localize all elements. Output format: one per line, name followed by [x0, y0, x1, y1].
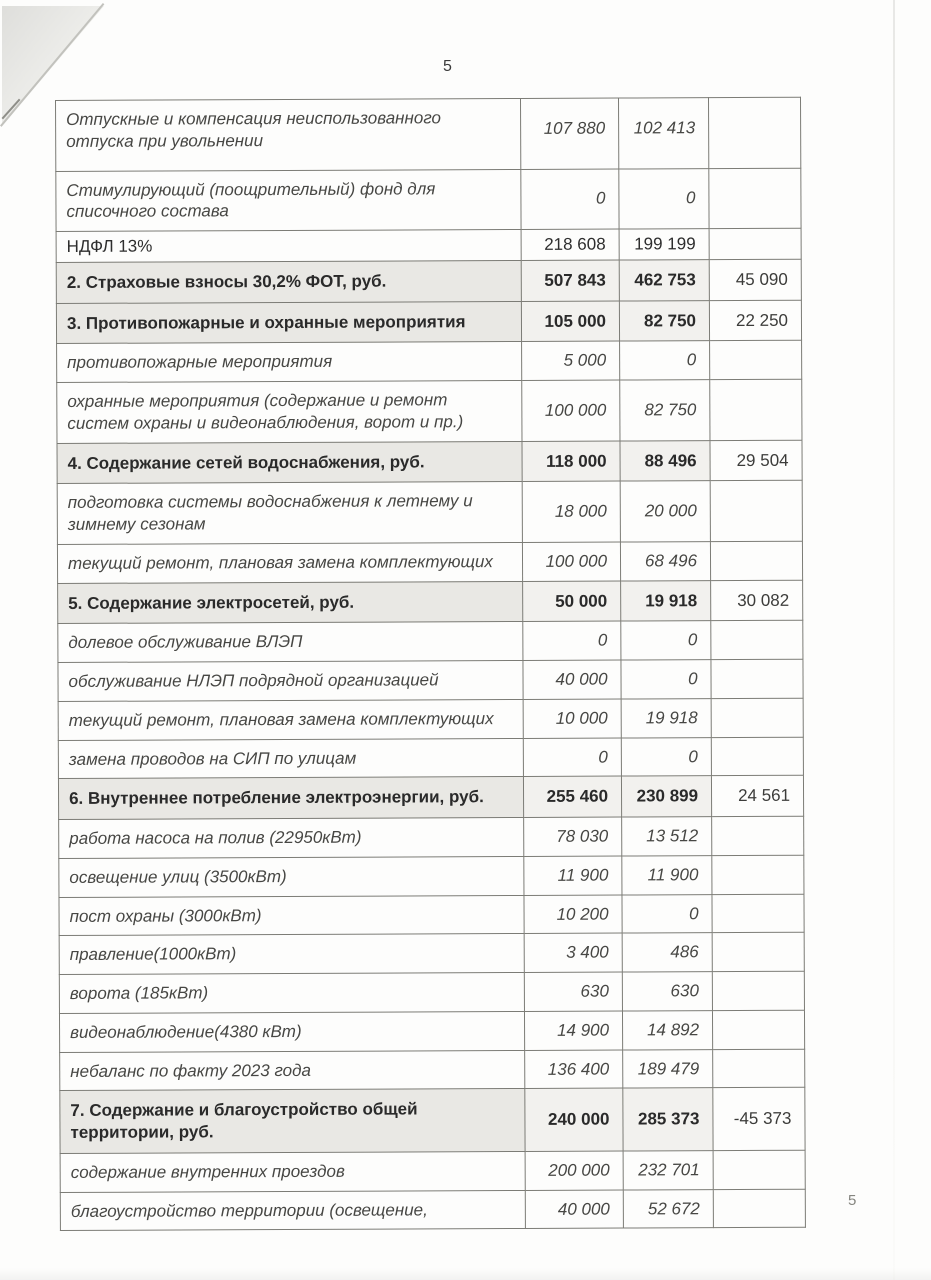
fact-value-cell: 230 899 [621, 776, 711, 817]
fact-value-cell: 486 [622, 933, 712, 972]
item-label-cell: текущий ремонт, плановая замена комплектующих [57, 542, 522, 583]
table-row [59, 971, 804, 1013]
paper-edge [893, 0, 895, 1280]
item-label-cell: замена проводов на СИП по улицам [58, 738, 523, 779]
plan-value-cell: 0 [521, 169, 619, 230]
fact-value-cell: 19 918 [621, 698, 711, 737]
diff-value-cell [710, 541, 802, 580]
diff-value-cell [709, 228, 801, 259]
fact-value-cell: 68 496 [620, 541, 710, 580]
item-label-cell: пост охраны (3000кВт) [59, 895, 524, 936]
item-label-cell: 3. Противопожарные и охранные мероприятия [56, 301, 521, 344]
table-row [59, 932, 804, 974]
plan-value-cell: 100 000 [522, 542, 620, 581]
fact-value-cell: 0 [621, 621, 711, 660]
table-row [58, 659, 803, 701]
plan-value-cell: 107 880 [520, 98, 618, 169]
diff-value-cell [711, 620, 803, 659]
plan-value-cell: 10 000 [523, 699, 621, 738]
plan-value-cell: 136 400 [525, 1050, 623, 1089]
table-row [56, 168, 801, 232]
plan-value-cell: 40 000 [523, 660, 621, 699]
item-label-cell: долевое обслуживание ВЛЭП [58, 622, 523, 663]
table-row [59, 894, 804, 936]
diff-value-cell [708, 97, 800, 168]
item-label-cell: охранные мероприятия (содержание и ремонт систем охраны и видеонаблюдения, ворот и пр.) [57, 380, 522, 443]
item-label-cell: содержание внутренних проездов [60, 1151, 525, 1192]
item-label-cell: освещение улиц (3500кВт) [59, 856, 524, 897]
diff-value-cell [711, 737, 803, 776]
diff-value-cell [712, 894, 804, 933]
table-row [59, 855, 804, 897]
diff-value-cell: 45 090 [709, 259, 801, 300]
fact-value-cell: 19 918 [621, 580, 711, 621]
plan-value-cell: 10 200 [524, 895, 622, 934]
plan-value-cell: 0 [523, 621, 621, 660]
plan-value-cell: 40 000 [525, 1190, 623, 1229]
table-row [57, 541, 802, 583]
diff-value-cell [712, 1010, 804, 1049]
diff-value-cell [713, 1189, 805, 1228]
plan-value-cell: 11 900 [524, 856, 622, 895]
item-label-cell: Стимулирующий (поощрительный) фонд для списочного состава [56, 169, 521, 232]
table-row [57, 379, 802, 443]
fact-value-cell: 14 892 [622, 1010, 712, 1049]
diff-value-cell [711, 698, 803, 737]
fact-value-cell: 232 701 [623, 1150, 713, 1189]
diff-value-cell: 24 561 [711, 775, 803, 816]
plan-value-cell: 240 000 [525, 1088, 623, 1151]
fact-value-cell: 0 [620, 341, 710, 380]
plan-value-cell: 18 000 [522, 481, 620, 542]
fact-value-cell: 285 373 [623, 1088, 713, 1151]
fact-value-cell: 13 512 [622, 817, 712, 856]
table-row [60, 1150, 805, 1192]
fact-value-cell: 82 750 [620, 380, 710, 441]
table-row [57, 480, 802, 544]
plan-value-cell: 100 000 [522, 380, 620, 441]
plan-value-cell: 630 [524, 972, 622, 1011]
expense-table [55, 97, 806, 1231]
item-label-cell: правление(1000кВт) [59, 934, 524, 975]
plan-value-cell: 218 608 [521, 229, 619, 260]
table-row [58, 737, 803, 779]
item-label-cell: ворота (185кВт) [59, 972, 524, 1013]
fact-value-cell: 20 000 [620, 481, 710, 542]
fact-value-cell: 11 900 [622, 855, 712, 894]
page-number-bottom: 5 [848, 1192, 857, 1209]
item-label-cell: работа насоса на полив (22950кВт) [59, 817, 524, 858]
diff-value-cell [712, 971, 804, 1010]
page-number-top: 5 [443, 58, 452, 75]
diff-value-cell [713, 1150, 805, 1189]
plan-value-cell: 14 900 [524, 1011, 622, 1050]
fact-value-cell: 199 199 [619, 229, 709, 260]
item-label-cell: обслуживание НЛЭП подрядной организацией [58, 660, 523, 701]
plan-value-cell: 118 000 [522, 441, 620, 482]
item-label-cell: 5. Содержание электросетей, руб. [58, 581, 523, 624]
table-row [57, 340, 802, 382]
item-label-cell: 6. Внутреннее потребление электроэнергии, руб. [58, 777, 523, 820]
fact-value-cell: 0 [619, 168, 709, 229]
table-row [59, 816, 804, 858]
plan-value-cell: 0 [523, 738, 621, 777]
plan-value-cell: 3 400 [524, 933, 622, 972]
fact-value-cell: 0 [621, 737, 711, 776]
item-label-cell: видеонаблюдение(4380 кВт) [59, 1011, 524, 1052]
fact-value-cell: 102 413 [618, 98, 708, 169]
item-label-cell: 2. Страховые взносы 30,2% ФОТ, руб. [56, 260, 521, 303]
diff-value-cell [711, 659, 803, 698]
diff-value-cell: 29 504 [710, 440, 802, 481]
fact-value-cell: 82 750 [619, 300, 709, 341]
item-label-cell: благоустройство территории (освещение, [60, 1190, 525, 1231]
plan-value-cell: 105 000 [521, 301, 619, 342]
diff-value-cell [712, 932, 804, 971]
plan-value-cell: 50 000 [523, 581, 621, 622]
fact-value-cell: 462 753 [619, 259, 709, 300]
table-row [58, 775, 803, 819]
diff-value-cell: 30 082 [711, 580, 803, 621]
table-row [58, 620, 803, 662]
plan-value-cell: 507 843 [521, 260, 619, 301]
plan-value-cell: 200 000 [525, 1151, 623, 1190]
item-label-cell: 7. Содержание и благоустройство общей территории, руб. [60, 1089, 525, 1154]
diff-value-cell [710, 340, 802, 379]
table-row [60, 1087, 805, 1153]
scan-bottom-shadow [0, 1268, 931, 1280]
diff-value-cell [713, 1049, 805, 1088]
expense-table-container [55, 97, 806, 1231]
diff-value-cell [712, 855, 804, 894]
item-label-cell: 4. Содержание сетей водоснабжения, руб. [57, 441, 522, 484]
table-row [56, 259, 801, 303]
item-label-cell: противопожарные мероприятия [57, 342, 522, 383]
fact-value-cell: 630 [622, 972, 712, 1011]
fact-value-cell: 88 496 [620, 440, 710, 481]
table-row [59, 1010, 804, 1052]
plan-value-cell: 5 000 [522, 341, 620, 380]
item-label-cell: текущий ремонт, плановая замена комплектующих [58, 699, 523, 740]
diff-value-cell [710, 379, 802, 440]
fact-value-cell: 0 [622, 894, 712, 933]
item-label-cell: подготовка системы водоснабжения к летнему и зимнему сезонам [57, 482, 522, 545]
plan-value-cell: 78 030 [524, 817, 622, 856]
diff-value-cell: 22 250 [709, 300, 801, 341]
table-row [58, 580, 803, 624]
table-row [60, 1049, 805, 1091]
diff-value-cell [710, 480, 802, 541]
plan-value-cell: 255 460 [523, 776, 621, 817]
fact-value-cell: 189 479 [623, 1049, 713, 1088]
diff-value-cell: -45 373 [713, 1087, 805, 1150]
fact-value-cell: 52 672 [623, 1189, 713, 1228]
fact-value-cell: 0 [621, 660, 711, 699]
item-label-cell: НДФЛ 13% [56, 229, 521, 262]
diff-value-cell [709, 168, 801, 229]
table-row [58, 698, 803, 740]
table-row [60, 1189, 805, 1231]
expense-table-body [56, 97, 806, 1230]
item-label-cell: небаланс по факту 2023 года [60, 1050, 525, 1091]
diff-value-cell [712, 816, 804, 855]
item-label-cell: Отпускные и компенсация неиспользованного отпуска при увольнении [56, 98, 521, 171]
table-row [57, 440, 802, 484]
table-row [56, 97, 801, 171]
table-row [56, 228, 801, 262]
table-row [56, 300, 801, 344]
